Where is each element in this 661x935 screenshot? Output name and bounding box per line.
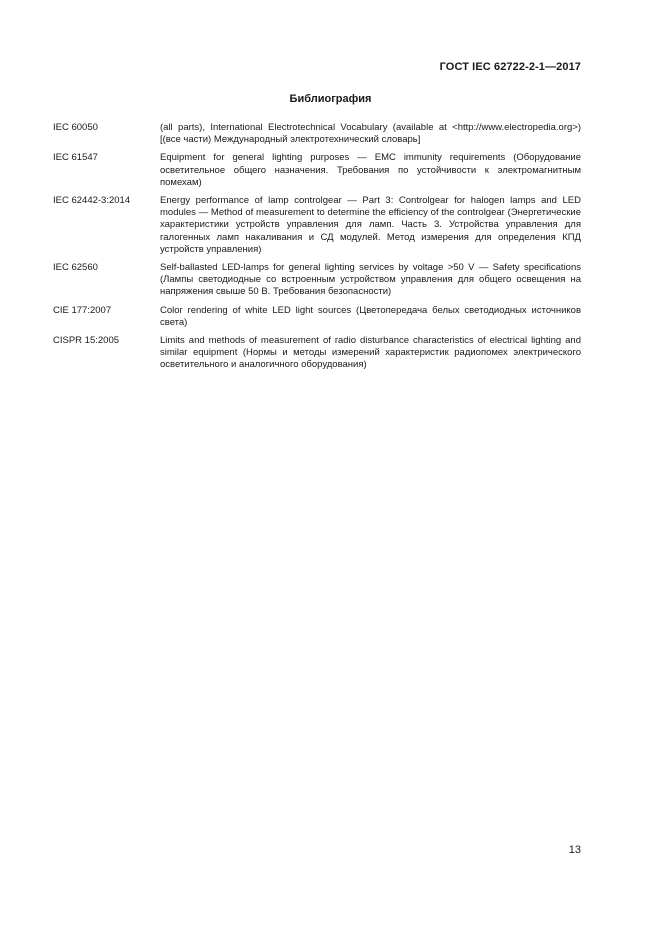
document-header: ГОСТ IEC 62722-2-1—2017 — [439, 61, 581, 73]
reference-code: IEC 62560 — [53, 262, 98, 274]
bibliography-entry — [53, 195, 581, 256]
bibliography-entry — [53, 305, 581, 329]
reference-code: CISPR 15:2005 — [53, 335, 120, 347]
reference-code: IEC 61547 — [53, 152, 98, 164]
reference-text: Energy performance of lamp controlgear — Part 3: Controlgear for halogen lamps and LED modules — Method of measurement to determine the efficiency of the controlgear (Энергетические характеристики устройств управления для ламп. Часть 3. Устройства управления для галогенных ламп накаливания и СД модулей. Метод измерения для определения КПД устройств управления) — [160, 195, 581, 255]
reference-text: Color rendering of white LED light sources (Цветопередача белых светодиодных источников света) — [160, 304, 581, 328]
reference-text: Limits and methods of measurement of radio disturbance characteristics of electrical lighting and similar equipment (Нормы и методы измерений характеристик радиопомех электрического осветительного и аналогичного оборудования) — [160, 335, 581, 371]
page-title: Библиография — [289, 93, 372, 105]
bibliography-entry — [53, 335, 581, 372]
bibliography-entry — [53, 262, 581, 299]
reference-text: (all parts), International Electrotechnical Vocabulary (available at <http://www.electropedia.org>) [(все части) Международный электротехнический словарь] — [160, 122, 581, 146]
reference-text: Equipment for general lighting purposes — EMC immunity requirements (Оборудование осветительное общего назначения. Требования по устойчивости к электромагнитным помехам) — [160, 152, 581, 188]
reference-code: IEC 62442-3:2014 — [53, 195, 131, 207]
reference-code: IEC 60050 — [53, 122, 98, 133]
reference-code: CIE 177:2007 — [53, 304, 112, 316]
bibliography-list — [53, 122, 581, 378]
bibliography-entry — [53, 152, 581, 189]
reference-text: Self-ballasted LED-lamps for general lighting services by voltage >50 V — Safety specifications (Лампы светодиодные со встроенным устройством управления для общего освещения на напряжения свыше 50 В. Требования безопасности) — [160, 262, 581, 298]
bibliography-entry — [53, 122, 581, 146]
page-number: 13 — [568, 844, 581, 856]
